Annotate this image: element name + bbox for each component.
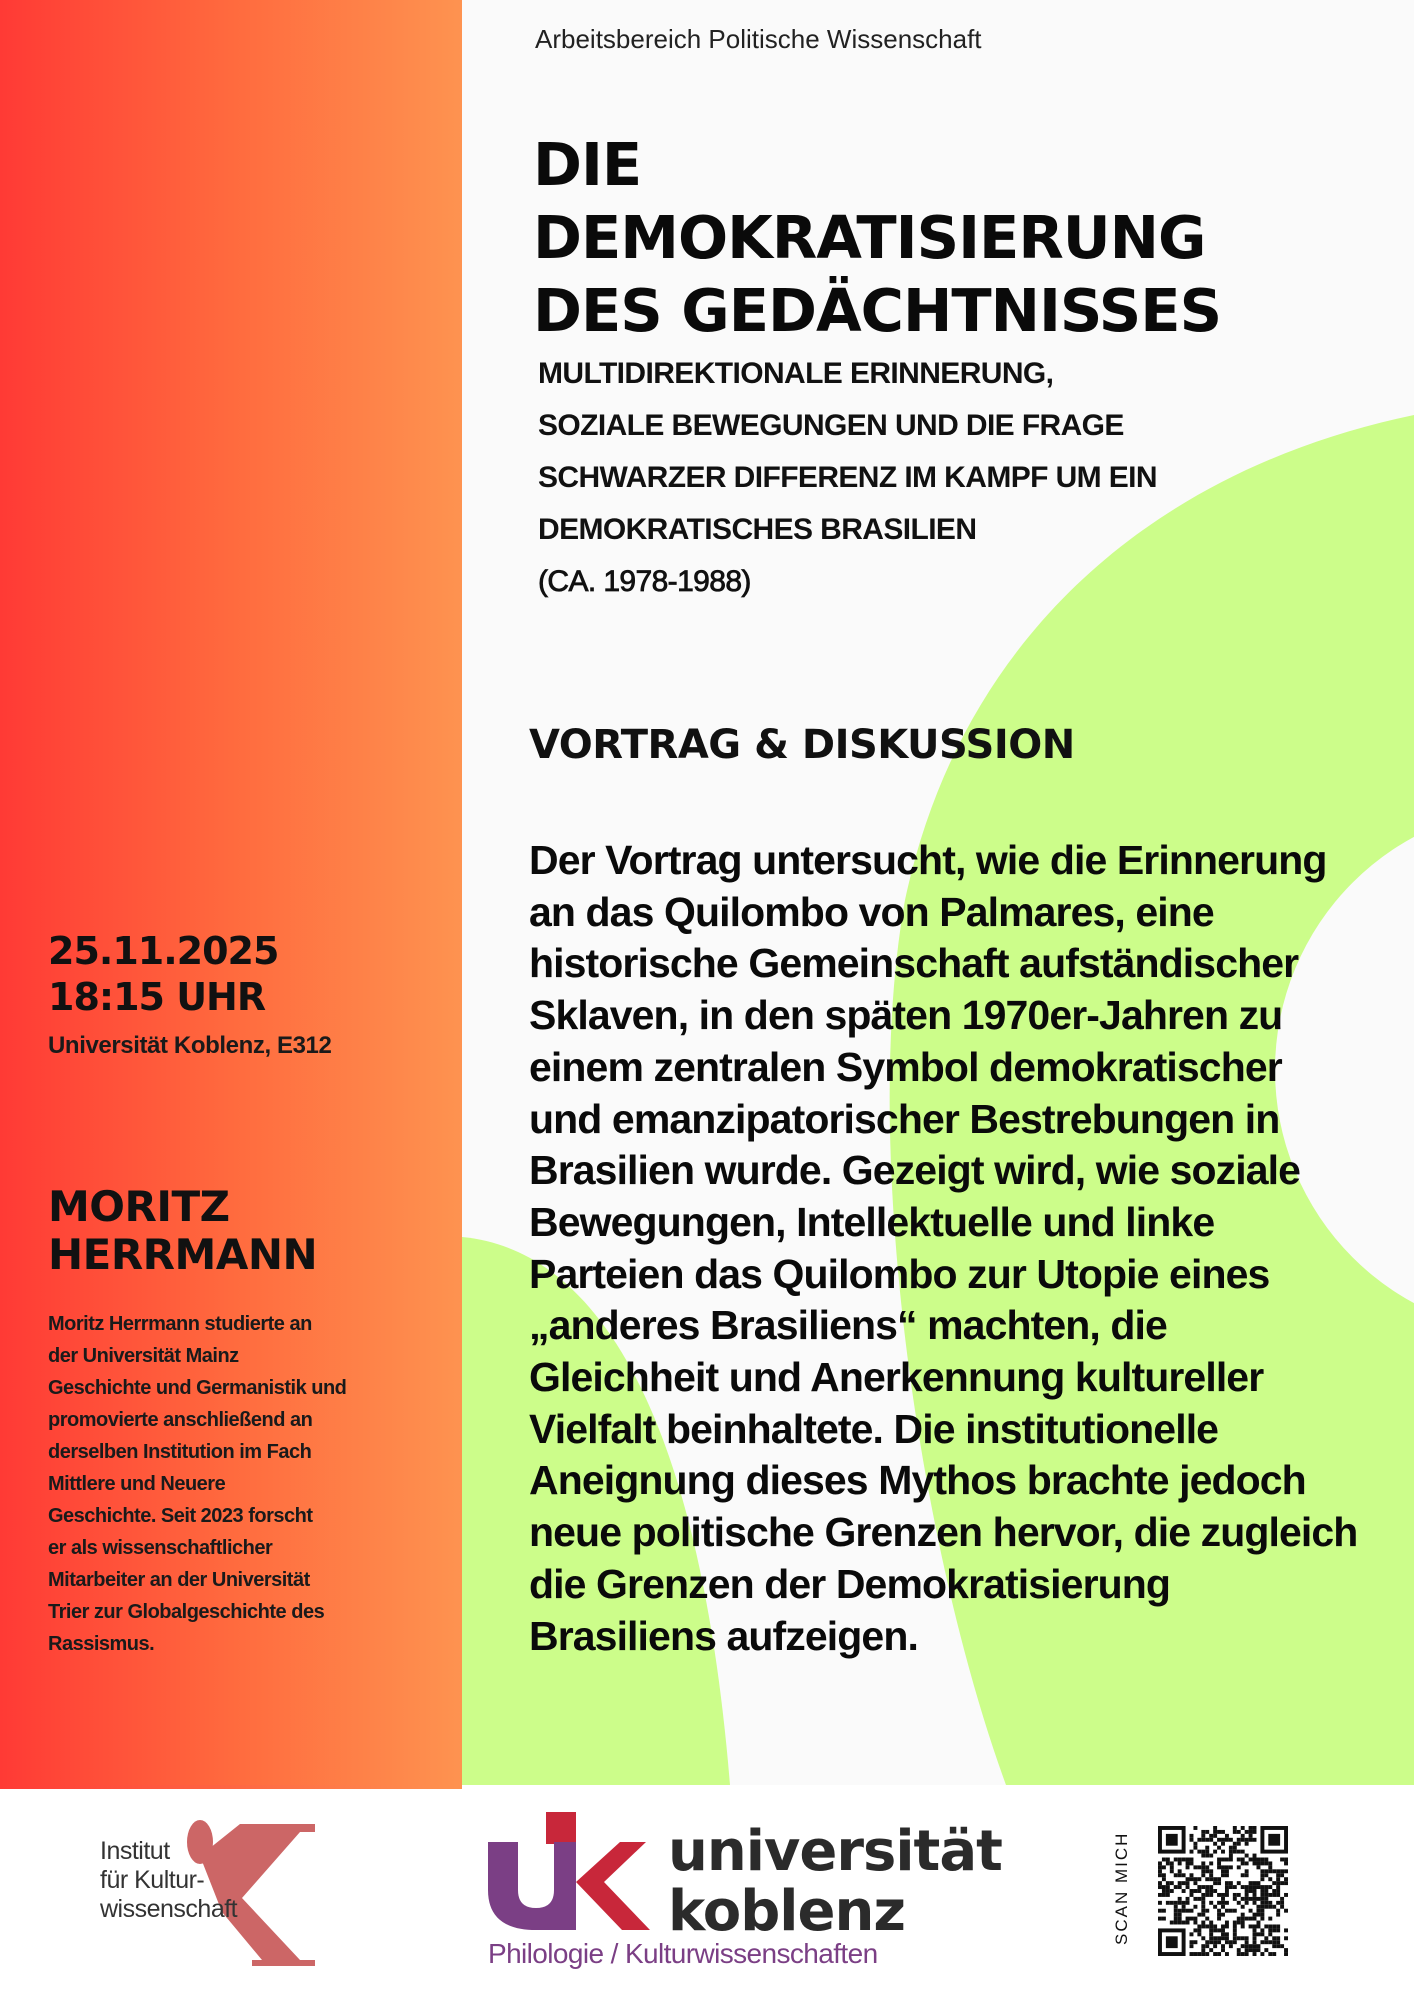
bio-line: Moritz Herrmann studierte an (48, 1313, 312, 1335)
abstract-line: Gleichheit und Anerkennung kultureller (529, 1354, 1264, 1401)
subtitle-line: (CA. 1978-1988) (538, 565, 751, 598)
qr-code-icon[interactable] (1158, 1826, 1288, 1956)
university-line: koblenz (668, 1879, 905, 1944)
bio-line: Geschichte und Germanistik und (48, 1377, 347, 1399)
title-line: DEMOKRATISIERUNG (533, 203, 1206, 272)
title-line: DES GEDÄCHTNISSES (533, 276, 1222, 345)
bio-line: Trier zur Globalgeschichte des (48, 1601, 325, 1623)
abstract-line: Vielfalt beinhaltete. Die institutionelle (529, 1405, 1219, 1452)
abstract-line: neue politische Grenzen hervor, die zugleich (529, 1509, 1358, 1556)
institute-line: wissenschaft (100, 1895, 238, 1923)
uk-logo-icon (488, 1812, 653, 1932)
abstract-line: Bewegungen, Intellektuelle und linke (529, 1198, 1215, 1245)
university-line: universität (668, 1819, 1002, 1884)
speaker-name-line: HERRMANN (48, 1230, 318, 1279)
bio-line: der Universität Mainz (48, 1345, 239, 1367)
event-title (533, 128, 1221, 347)
bio-line: Mitarbeiter an der Universität (48, 1569, 310, 1591)
abstract-line: Aneignung dieses Mythos brachte jedoch (529, 1457, 1306, 1504)
abstract-line: Brasilien wurde. Gezeigt wird, wie soziale (529, 1147, 1301, 1194)
institute-logo-text (100, 1837, 237, 1924)
abstract-line: einem zentralen Symbol demokratischer (529, 1043, 1282, 1090)
subtitle-line: MULTIDIREKTIONALE ERINNERUNG, (538, 357, 1054, 390)
abstract-line: und emanzipatorischer Bestrebungen in (529, 1095, 1280, 1142)
scan-label: SCAN MICH (1112, 1831, 1131, 1945)
speaker-bio (48, 1308, 346, 1660)
abstract-line: Sklaven, in den späten 1970er-Jahren zu (529, 992, 1283, 1039)
abstract-line: Der Vortrag untersucht, wie die Erinnerung (529, 837, 1327, 883)
abstract-line: Parteien das Quilombo zur Utopie eines (529, 1250, 1270, 1297)
department-label: Arbeitsbereich Politische Wissenschaft (535, 24, 982, 54)
abstract-line: die Grenzen der Demokratisierung (529, 1560, 1171, 1607)
bio-line: derselben Institution im Fach (48, 1441, 312, 1463)
bio-line: er als wissenschaftlicher (48, 1537, 273, 1559)
footer-gradient-line (0, 1785, 462, 1789)
section-heading: VORTRAG & DISKUSSION (529, 722, 1075, 768)
bio-line: promovierte anschließend an (48, 1409, 313, 1431)
event-subtitle (538, 348, 1157, 608)
title-line: DIE (533, 130, 642, 199)
abstract-line: historische Gemeinschaft aufständischer (529, 940, 1299, 987)
abstract-text (529, 835, 1357, 1662)
abstract-line: „anderes Brasiliens“ machten, die (529, 1302, 1167, 1349)
bio-line: Geschichte. Seit 2023 forscht (48, 1505, 313, 1527)
abstract-line: Brasiliens aufzeigen. (529, 1612, 918, 1659)
abstract-line: an das Quilombo von Palmares, eine (529, 888, 1214, 935)
institute-line: Institut (100, 1837, 170, 1865)
event-time: 18:15 UHR (48, 975, 266, 1019)
event-venue: Universität Koblenz, E312 (48, 1032, 332, 1059)
university-wordmark (668, 1819, 1002, 1944)
subtitle-line: SCHWARZER DIFFERENZ IM KAMPF UM EIN (538, 461, 1157, 494)
institute-line: für Kultur- (100, 1866, 205, 1894)
bio-line: Mittlere und Neuere (48, 1473, 226, 1495)
event-datetime (48, 928, 278, 1020)
subtitle-line: DEMOKRATISCHES BRASILIEN (538, 513, 977, 546)
speaker-name (48, 1183, 317, 1279)
subtitle-line: SOZIALE BEWEGUNGEN UND DIE FRAGE (538, 409, 1124, 442)
event-date: 25.11.2025 (48, 929, 279, 973)
faculty-label: Philologie / Kulturwissenschaften (488, 1938, 878, 1969)
bio-line: Rassismus. (48, 1633, 155, 1655)
speaker-name-line: MORITZ (48, 1182, 230, 1231)
